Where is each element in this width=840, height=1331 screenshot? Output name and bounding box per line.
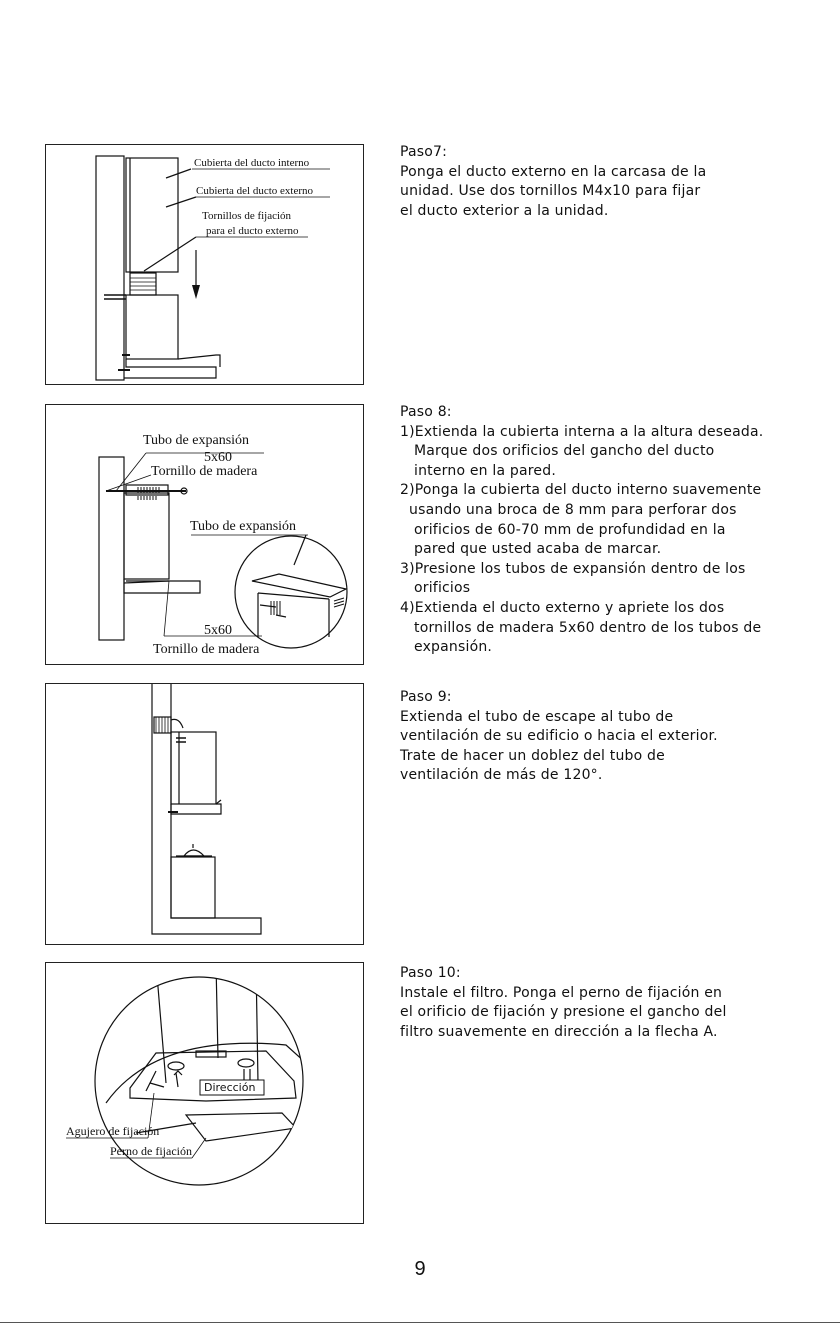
- label-screw-bottom: Tornillo de madera: [153, 642, 260, 657]
- step8-line: orificios de 60-70 mm de profundidad en la: [414, 521, 726, 538]
- step9-text: [400, 688, 830, 786]
- step10-line: filtro suavemente en dirección a la flecha A.: [400, 1023, 718, 1040]
- label-tube-mid: Tubo de expansión: [190, 519, 297, 534]
- step8-figure: [45, 404, 364, 665]
- step8-line: Marque dos orificios del gancho del ducto: [414, 443, 715, 460]
- step10-figure: [45, 962, 364, 1224]
- step7-figure: [45, 144, 364, 385]
- step8-line: tornillos de madera 5x60 dentro de los tubos de: [414, 619, 762, 636]
- step9-line: Trate de hacer un doblez del tubo de: [400, 747, 665, 764]
- step8-diagram: [46, 405, 365, 666]
- step7-text: [400, 143, 830, 221]
- step10-heading: Paso 10:: [400, 965, 461, 981]
- step8-line: 3)Presione los tubos de expansión dentro de los: [400, 560, 746, 577]
- step8-line: 1)Extienda la cubierta interna a la altura deseada.: [400, 423, 764, 440]
- step7-line: Ponga el ducto externo en la carcasa de la: [400, 163, 707, 180]
- step10-line: el orificio de fijación y presione el gancho del: [400, 1004, 727, 1021]
- label-screws-line2: para el ducto externo: [206, 225, 299, 237]
- step8-line: orificios: [414, 580, 471, 597]
- label-screws-line1: Tornillos de fijación: [202, 210, 292, 222]
- step10-text: [400, 964, 830, 1042]
- step8-line: expansión.: [414, 639, 493, 656]
- step9-figure: [45, 683, 364, 945]
- step9-diagram: [46, 684, 365, 946]
- step8-text: [400, 403, 830, 658]
- step7-diagram: [46, 145, 365, 386]
- label-fixing-bolt: Perno de fijación: [110, 1144, 192, 1158]
- step7-line: unidad. Use dos tornillos M4x10 para fijar: [400, 183, 701, 200]
- step9-line: Extienda el tubo de escape al tubo de: [400, 708, 674, 725]
- label-outer-cover: Cubierta del ducto externo: [196, 185, 313, 197]
- step10-line: Instale el filtro. Ponga el perno de fijación en: [400, 984, 723, 1001]
- step7-line: el ducto exterior a la unidad.: [400, 202, 609, 219]
- label-inner-cover: Cubierta del ducto interno: [194, 157, 310, 169]
- step8-heading: Paso 8:: [400, 404, 452, 420]
- step9-line: ventilación de más de 120°.: [400, 767, 603, 784]
- step10-diagram: [46, 963, 365, 1225]
- step9-heading: Paso 9:: [400, 689, 452, 705]
- step8-line: pared que usted acaba de marcar.: [414, 541, 662, 558]
- step8-line: usando una broca de 8 mm para perforar dos: [409, 501, 737, 518]
- bottom-rule: [0, 1322, 840, 1323]
- label-screw-top: Tornillo de madera: [151, 464, 258, 479]
- page-number: 9: [414, 1258, 426, 1280]
- label-fixing-hole: Agujero de fijación: [66, 1124, 160, 1138]
- step7-heading: Paso7:: [400, 144, 448, 160]
- step8-line: 2)Ponga la cubierta del ducto interno suavemente: [400, 482, 762, 499]
- label-direction: Dirección: [204, 1081, 256, 1094]
- step8-line: 4)Extienda el ducto externo y apriete los dos: [400, 599, 725, 616]
- label-tube-top: Tubo de expansión: [143, 433, 250, 448]
- label-size-bottom: 5x60: [204, 623, 232, 638]
- step8-line: interno en la pared.: [414, 462, 556, 479]
- label-size-top: 5x60: [204, 450, 232, 465]
- step9-line: ventilación de su edificio o hacia el exterior.: [400, 728, 718, 745]
